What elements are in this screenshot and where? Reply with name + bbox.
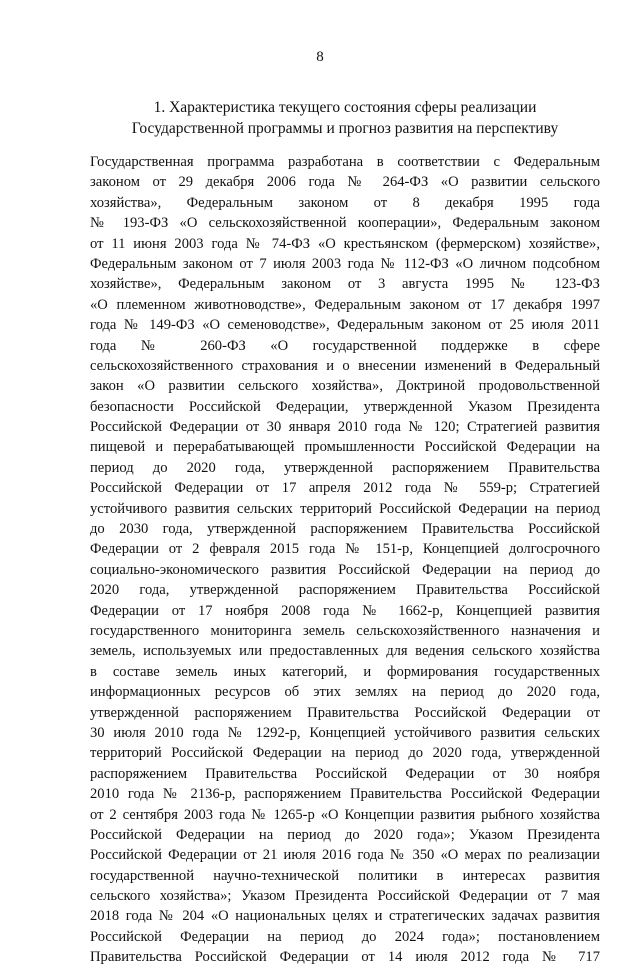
paragraph-line: года № 149-ФЗ «О семеноводстве», Федеральным законом от 25 июля 2011: [90, 317, 600, 334]
body-paragraph: [90, 152, 600, 968]
paragraph-line: утвержденной распоряжением Правительства Российской Федерации от: [90, 704, 600, 721]
paragraph-line: безопасности Российской Федерации, утвержденной Указом Президента: [90, 398, 600, 415]
paragraph-line: Государственная программа разработана в соответствии с Федеральным: [90, 154, 600, 170]
paragraph-line: сельского хозяйства»; Указом Президента Российской Федерации от 7 мая: [90, 888, 600, 905]
paragraph-line: № 193-ФЗ «О сельскохозяйственной кооперации», Федеральным законом: [90, 215, 600, 232]
paragraph-line: информационных ресурсов об этих землях на период до 2020 года,: [90, 684, 600, 701]
paragraph-line: Федерации от 17 ноября 2008 года № 1662-р, Концепцией развития: [90, 602, 600, 619]
paragraph-line: земель, используемых или предоставленных для ведения сельского хозяйства: [90, 643, 600, 660]
paragraph-line: Российской Федерации от 17 апреля 2012 года № 559-р; Стратегией: [90, 480, 600, 497]
paragraph-line: территорий Российской Федерации на период до 2020 года, утвержденной: [90, 745, 600, 762]
paragraph-line: Федерации от 2 февраля 2015 года № 151-р, Концепцией долгосрочного: [90, 541, 600, 558]
paragraph-line: законом от 29 декабря 2006 года № 264-ФЗ «О развитии сельского: [90, 174, 600, 191]
paragraph-line: «О племенном животноводстве», Федеральным законом от 17 декабря 1997: [90, 296, 600, 313]
paragraph-line: от 2 сентября 2003 года № 1265-р «О Концепции развития рыбного хозяйства: [90, 806, 600, 823]
paragraph-line: до 2030 года, утвержденной распоряжением Правительства Российской: [90, 521, 600, 538]
paragraph-line: хозяйстве», Федеральным законом от 3 августа 1995 № 123-ФЗ: [90, 276, 600, 293]
paragraph-line: Федеральным законом от 7 июля 2003 года № 112-ФЗ «О личном подсобном: [90, 255, 600, 272]
section-heading: [90, 97, 600, 139]
paragraph-line: закон «О развитии сельского хозяйства», Доктриной продовольственной: [90, 378, 600, 395]
paragraph-line: 2018 года № 204 «О национальных целях и стратегических задачах развития: [90, 908, 600, 925]
paragraph-line: распоряжением Правительства Российской Федерации от 30 ноября: [90, 765, 600, 782]
paragraph-line: Российской Федерации от 30 января 2010 года № 120; Стратегией развития: [90, 419, 600, 436]
section-heading-line-2: Государственной программы и прогноз развития на перспективу: [131, 120, 559, 137]
paragraph-line: Российской Федерации от 21 июля 2016 года № 350 «О мерах по реализации: [90, 847, 600, 864]
paragraph-line: государственной научно-технической политики в интересах развития: [90, 867, 600, 884]
paragraph-line: социально-экономического развития Российской Федерации на период до: [90, 561, 600, 578]
paragraph-line: сельскохозяйственного страхования и о внесении изменений в Федеральный: [90, 357, 600, 374]
section-heading-line-1: 1. Характеристика текущего состояния сферы реализации: [153, 99, 537, 116]
paragraph-line: государственного мониторинга земель сельскохозяйственного назначения и: [90, 622, 600, 639]
page-number: 8: [316, 49, 324, 65]
paragraph-line: года № 260-ФЗ «О государственной поддержке в сфере: [90, 337, 600, 354]
paragraph-line: Российской Федерации на период до 2024 года»; постановлением: [90, 928, 600, 945]
paragraph-line: от 11 июня 2003 года № 74-ФЗ «О крестьянском (фермерском) хозяйстве»,: [90, 235, 600, 252]
paragraph-line: 2010 года № 2136-р, распоряжением Правительства Российской Федерации: [90, 786, 600, 803]
paragraph-line: хозяйства», Федеральным законом от 8 декабря 1995 года: [90, 194, 600, 211]
paragraph-line: в составе земель иных категорий, и формирования государственных: [90, 663, 600, 680]
paragraph-line: Правительства Российской Федерации от 14 июля 2012 года № 717: [90, 949, 600, 966]
paragraph-line: 2020 года, утвержденной распоряжением Правительства Российской: [90, 582, 600, 599]
paragraph-line: 30 июля 2010 года № 1292-р, Концепцией устойчивого развития сельских: [90, 724, 600, 741]
paragraph-line: Российской Федерации на период до 2020 года»; Указом Президента: [90, 826, 600, 843]
paragraph-line: устойчивого развития сельских территорий Российской Федерации на период: [90, 500, 600, 517]
paragraph-line: период до 2020 года, утвержденной распоряжением Правительства: [90, 459, 600, 476]
paragraph-line: пищевой и перерабатывающей промышленности Российской Федерации на: [90, 439, 600, 456]
